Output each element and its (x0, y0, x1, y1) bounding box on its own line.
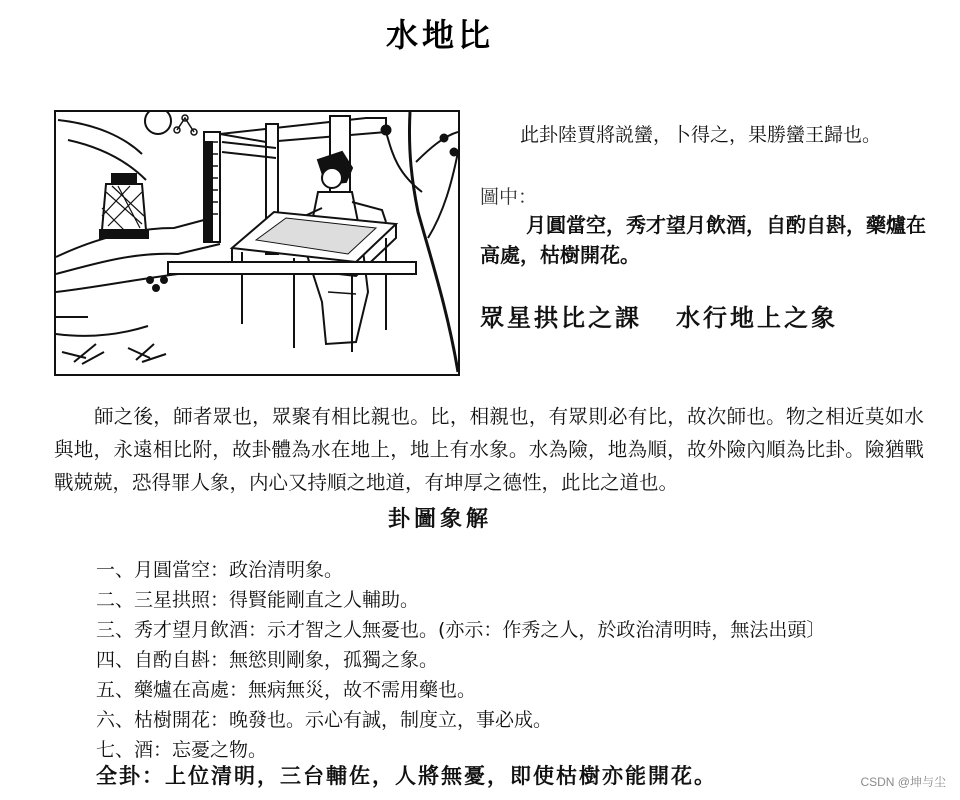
withered-tree-icon (382, 112, 458, 372)
list-item: 四、自酌自斟：無慾則剛象，孤獨之象。 (96, 649, 439, 671)
list-item: 五、藥爐在高處：無病無災，故不需用藥也。 (96, 679, 477, 701)
ke-right: 水行地上之象 (676, 303, 838, 332)
section-title: 卦圖象解 (387, 506, 492, 532)
full-moon-icon (145, 112, 171, 134)
summary-line: 全卦：上位清明，三台輔佐，人將無憂，即使枯樹亦能開花。 (96, 763, 717, 788)
watermark-text: CSDN @坤与尘 (860, 775, 946, 789)
three-stars-icon (174, 115, 197, 135)
ke-left: 眾星拱比之課 (480, 303, 642, 332)
hexagram-illustration (54, 110, 460, 376)
figure-label: 圖中： (480, 186, 538, 208)
main-paragraph: 師之後，師者眾也，眾聚有相比親也。比，相親也，有眾則必有比，故次師也。物之相近莫如水與地，永遠相比附，故卦體為水在地上，地上有水象。水為險，地為順，故外險內順為比卦。險猶戰戰兢兢，恐得罪人象，内心又持順之地道，有坤厚之德性，此比之道也。 (54, 405, 924, 494)
page-title: 水地比 (385, 16, 494, 54)
woodblock-print-scene (56, 112, 458, 374)
list-item: 七、酒：忘憂之物。 (96, 739, 268, 761)
list-item: 三、秀才望月飲酒：示才智之人無憂也。(亦示：作秀之人，於政治清明時，無法出頭〕 (96, 619, 826, 641)
intro-text: 此卦陸賈將説蠻，卜得之，果勝蠻王歸也。 (520, 124, 882, 146)
list-item: 六、枯樹開花：晚發也。示心有誠，制度立，事必成。 (96, 709, 553, 731)
list-item: 一、月圓當空：政治清明象。 (96, 559, 344, 581)
medicine-stove-icon (100, 174, 148, 238)
interpretation-list (96, 555, 825, 765)
ke-line (480, 298, 838, 333)
figure-description: 月圓當空，秀才望月飲酒，自酌自斟，藥爐在高處，枯樹開花。 (480, 213, 926, 267)
list-item: 二、三星拱照：得賢能剛直之人輔助。 (96, 589, 420, 611)
